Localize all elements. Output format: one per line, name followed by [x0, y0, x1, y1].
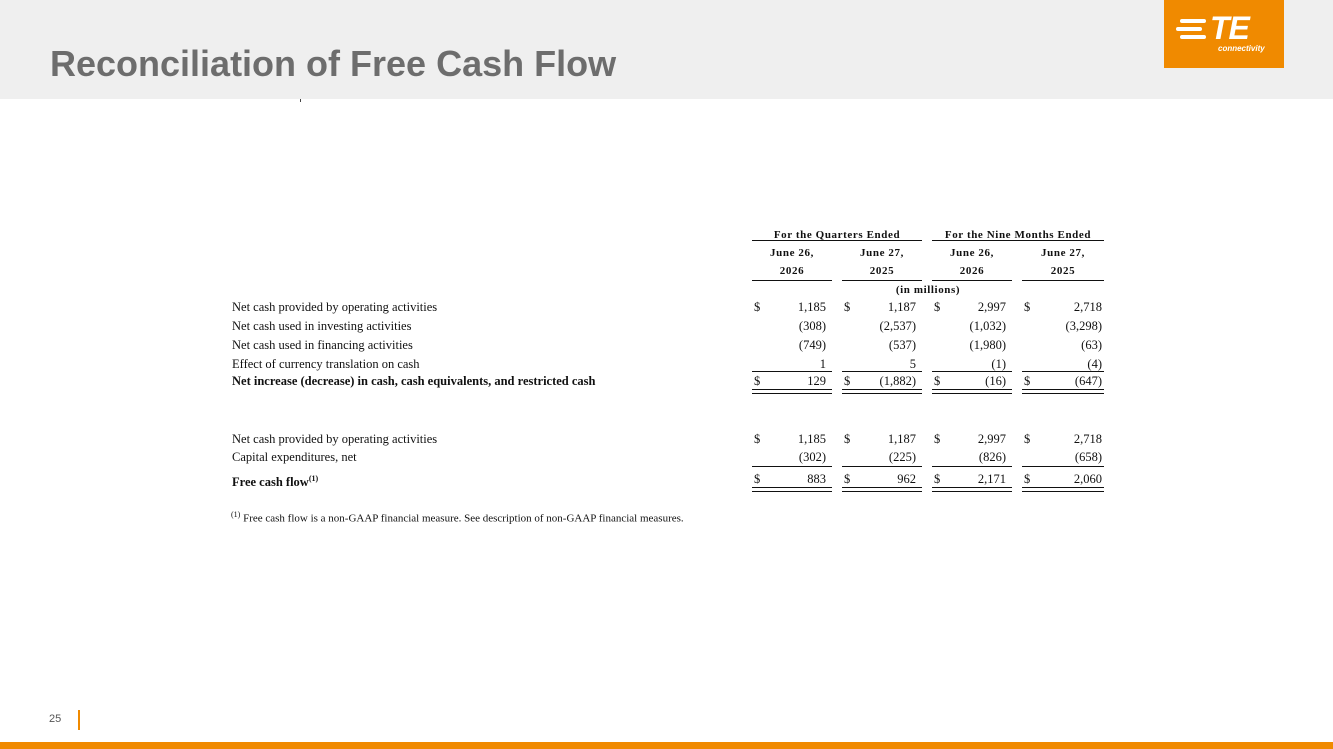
row-label: Net cash used in financing activities — [232, 338, 413, 352]
total-double-rule — [842, 389, 922, 394]
currency-symbol: $ — [844, 472, 851, 486]
footnote-text: Free cash flow is a non-GAAP financial measure. See description of non-GAAP financial measures. — [240, 512, 684, 525]
group-header-nine-months: For the Nine Months Ended — [944, 229, 1092, 241]
row-label: Net cash provided by operating activities — [232, 432, 438, 446]
subtotal-rule — [752, 371, 832, 372]
subtotal-rule — [1022, 466, 1104, 467]
cell-value: (826) — [978, 450, 1006, 464]
currency-symbol: $ — [934, 374, 941, 388]
row-label: Effect of currency translation on cash — [232, 357, 420, 371]
subtotal-rule — [1022, 371, 1104, 372]
row-label: Net cash used in investing activities — [232, 319, 412, 333]
cell-value: (2,537) — [879, 319, 916, 333]
total-double-rule — [752, 487, 832, 492]
column-header-rule — [1022, 280, 1104, 281]
cell-value: 129 — [807, 374, 826, 388]
row-label-total: Net increase (decrease) in cash, cash equivalents, and restricted cash — [232, 374, 596, 388]
column-header-year: 2026 — [959, 265, 985, 277]
units-label: (in millions) — [895, 284, 961, 296]
group-header-quarters: For the Quarters Ended — [773, 229, 901, 241]
cell-value: (302) — [798, 450, 826, 464]
group-header-rule — [932, 240, 1104, 241]
column-header-date: June 26, — [950, 247, 994, 259]
cell-value: 1,187 — [887, 300, 916, 314]
currency-symbol: $ — [1024, 374, 1031, 388]
logo-text: TE — [1210, 10, 1249, 46]
cell-value: (1,980) — [969, 338, 1006, 352]
page-title: Reconciliation of Free Cash Flow — [50, 43, 617, 84]
cell-value: 962 — [897, 472, 916, 486]
column-header-year: 2025 — [1050, 265, 1076, 277]
cell-value: (537) — [888, 338, 916, 352]
cell-value: 2,171 — [977, 472, 1006, 486]
cell-value: 2,997 — [977, 432, 1006, 446]
row-label: Capital expenditures, net — [232, 450, 357, 464]
cell-value: 1,187 — [887, 432, 916, 446]
column-header-year: 2025 — [869, 265, 895, 277]
cell-value: (225) — [888, 450, 916, 464]
total-double-rule — [932, 487, 1012, 492]
currency-symbol: $ — [934, 472, 941, 486]
page-number-divider — [78, 710, 80, 730]
column-header-date: June 27, — [1041, 247, 1085, 259]
subtotal-rule — [842, 371, 922, 372]
currency-symbol: $ — [754, 472, 761, 486]
cell-value: 1,185 — [797, 300, 826, 314]
footnote — [231, 510, 684, 525]
cell-value: 2,718 — [1073, 300, 1102, 314]
row-label: Net cash provided by operating activities — [232, 300, 438, 314]
column-header-date: June 27, — [860, 247, 904, 259]
currency-symbol: $ — [934, 432, 941, 446]
currency-symbol: $ — [1024, 472, 1031, 486]
cell-value: (647) — [1074, 374, 1102, 388]
currency-symbol: $ — [844, 374, 851, 388]
currency-symbol: $ — [754, 374, 761, 388]
column-header-date: June 26, — [770, 247, 814, 259]
cell-value: (3,298) — [1065, 319, 1102, 333]
subtotal-rule — [752, 466, 832, 467]
total-double-rule — [1022, 389, 1104, 394]
free-cash-flow-label: Free cash flow — [232, 475, 309, 490]
footnote-marker: (1) — [308, 474, 319, 483]
cell-value: (658) — [1074, 450, 1102, 464]
cell-value: (1,882) — [879, 374, 916, 388]
subtotal-rule — [842, 466, 922, 467]
logo-subtext: connectivity — [1218, 44, 1265, 53]
row-label-total — [232, 471, 318, 490]
column-header-year: 2026 — [779, 265, 805, 277]
currency-symbol: $ — [934, 300, 941, 314]
currency-symbol: $ — [1024, 432, 1031, 446]
column-header-rule — [842, 280, 922, 281]
cell-value: 5 — [909, 357, 916, 371]
cell-value: (1,032) — [969, 319, 1006, 333]
currency-symbol: $ — [1024, 300, 1031, 314]
cell-value: 2,718 — [1073, 432, 1102, 446]
cell-value: (16) — [985, 374, 1006, 388]
currency-symbol: $ — [754, 300, 761, 314]
cell-value: (1) — [991, 357, 1006, 371]
cell-value: (749) — [798, 338, 826, 352]
total-double-rule — [1022, 487, 1104, 492]
subtotal-rule — [932, 371, 1012, 372]
currency-symbol: $ — [754, 432, 761, 446]
cell-value: 2,060 — [1073, 472, 1102, 486]
cell-value: (63) — [1081, 338, 1102, 352]
footnote-marker: (1) — [231, 510, 241, 519]
column-header-rule — [932, 280, 1012, 281]
total-double-rule — [752, 389, 832, 394]
cell-value: 1,185 — [797, 432, 826, 446]
cell-value: (308) — [798, 319, 826, 333]
total-double-rule — [842, 487, 922, 492]
cell-value: 1 — [819, 357, 826, 371]
cell-value: (4) — [1087, 357, 1102, 371]
currency-symbol: $ — [844, 300, 851, 314]
column-header-rule — [752, 280, 832, 281]
group-header-rule — [752, 240, 922, 241]
subtotal-rule — [932, 466, 1012, 467]
cell-value: 2,997 — [977, 300, 1006, 314]
footer-accent-stripe — [0, 742, 1333, 749]
total-double-rule — [932, 389, 1012, 394]
page-number: 25 — [49, 713, 62, 725]
currency-symbol: $ — [844, 432, 851, 446]
cell-value: 883 — [807, 472, 826, 486]
